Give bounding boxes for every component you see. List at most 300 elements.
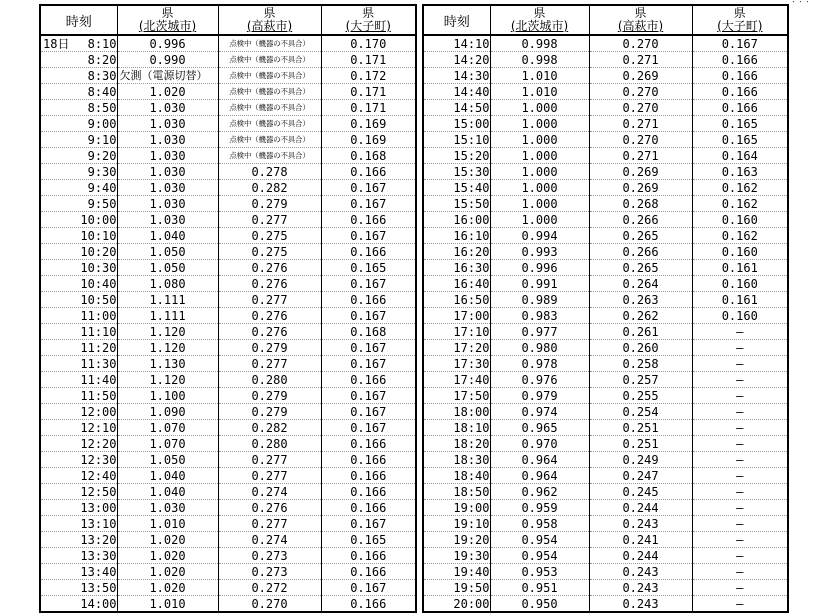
value-kitaibaraki: 1.040 bbox=[117, 468, 218, 484]
value-takahagi: 0.263 bbox=[589, 292, 692, 308]
value-takahagi: 0.276 bbox=[218, 324, 321, 340]
value-daigo: 0.165 bbox=[321, 532, 416, 548]
value-takahagi: 0.274 bbox=[218, 532, 321, 548]
time-cell: 19:50 bbox=[423, 580, 490, 596]
day-label: 18日 bbox=[43, 36, 70, 51]
time-label: 13:40 bbox=[80, 564, 117, 579]
table-row bbox=[40, 260, 788, 276]
value-kitaibaraki: 1.000 bbox=[490, 100, 589, 116]
value-kitaibaraki: 1.090 bbox=[117, 404, 218, 420]
table-row bbox=[40, 516, 788, 532]
column-gap bbox=[416, 564, 423, 580]
time-cell bbox=[40, 308, 117, 324]
time-label: 8:40 bbox=[87, 84, 117, 99]
time-label: 13:10 bbox=[80, 516, 117, 531]
value-takahagi: 0.276 bbox=[218, 308, 321, 324]
column-gap bbox=[416, 180, 423, 196]
time-cell: 14:30 bbox=[423, 68, 490, 84]
value-kitaibaraki: 1.070 bbox=[117, 420, 218, 436]
column-gap bbox=[416, 164, 423, 180]
value-daigo: 0.168 bbox=[321, 324, 416, 340]
header-station-takahagi-left bbox=[218, 5, 321, 35]
time-label: 13:20 bbox=[80, 532, 117, 547]
value-takahagi: 0.265 bbox=[589, 228, 692, 244]
column-gap bbox=[416, 596, 423, 613]
column-gap bbox=[416, 212, 423, 228]
column-gap bbox=[416, 84, 423, 100]
value-kitaibaraki: 1.030 bbox=[117, 212, 218, 228]
header-station-kitaibaraki-left bbox=[117, 5, 218, 35]
value-kitaibaraki: 0.950 bbox=[490, 596, 589, 613]
time-label: 12:30 bbox=[80, 452, 117, 467]
time-cell: 17:40 bbox=[423, 372, 490, 388]
value-kitaibaraki: 1.020 bbox=[117, 548, 218, 564]
value-kitaibaraki: 0.953 bbox=[490, 564, 589, 580]
value-daigo: ― bbox=[692, 564, 788, 580]
time-cell: 17:10 bbox=[423, 324, 490, 340]
value-kitaibaraki: 1.020 bbox=[117, 580, 218, 596]
column-gap bbox=[416, 100, 423, 116]
value-kitaibaraki: 0.979 bbox=[490, 388, 589, 404]
value-daigo: ― bbox=[692, 516, 788, 532]
time-cell: 14:50 bbox=[423, 100, 490, 116]
value-kitaibaraki: 1.070 bbox=[117, 436, 218, 452]
column-gap bbox=[416, 356, 423, 372]
value-daigo: 0.166 bbox=[321, 548, 416, 564]
value-takahagi: 0.271 bbox=[589, 116, 692, 132]
header-station-name: (高萩市) bbox=[246, 19, 293, 33]
value-daigo: 0.167 bbox=[321, 228, 416, 244]
value-daigo: 0.167 bbox=[321, 580, 416, 596]
value-daigo: 0.166 bbox=[321, 244, 416, 260]
value-takahagi: 0.282 bbox=[218, 180, 321, 196]
time-label: 10:20 bbox=[80, 244, 117, 259]
time-cell bbox=[40, 324, 117, 340]
time-cell: 19:40 bbox=[423, 564, 490, 580]
table-row bbox=[40, 132, 788, 148]
time-cell bbox=[40, 164, 117, 180]
value-kitaibaraki: 1.111 bbox=[117, 292, 218, 308]
value-takahagi: 0.243 bbox=[589, 564, 692, 580]
value-kitaibaraki: 1.000 bbox=[490, 196, 589, 212]
column-gap bbox=[416, 292, 423, 308]
value-daigo: 0.169 bbox=[321, 116, 416, 132]
value-takahagi: 0.275 bbox=[218, 228, 321, 244]
table-row bbox=[40, 308, 788, 324]
value-kitaibaraki: 0.976 bbox=[490, 372, 589, 388]
column-gap bbox=[416, 52, 423, 68]
value-takahagi: 0.280 bbox=[218, 436, 321, 452]
time-label: 10:50 bbox=[80, 292, 117, 307]
value-daigo: 0.162 bbox=[692, 196, 788, 212]
value-kitaibaraki: 0.970 bbox=[490, 436, 589, 452]
time-cell bbox=[40, 292, 117, 308]
value-daigo: 0.167 bbox=[321, 308, 416, 324]
time-label: 12:20 bbox=[80, 436, 117, 451]
time-cell: 15:30 bbox=[423, 164, 490, 180]
value-daigo: 0.166 bbox=[321, 212, 416, 228]
header-time-right: 時刻 bbox=[423, 5, 490, 35]
value-daigo: 0.165 bbox=[692, 132, 788, 148]
time-cell bbox=[40, 404, 117, 420]
value-daigo: 0.166 bbox=[321, 468, 416, 484]
table-row bbox=[40, 532, 788, 548]
value-takahagi: 点検中（機器の不具合） bbox=[218, 52, 321, 68]
time-label: 12:50 bbox=[80, 484, 117, 499]
value-daigo: 0.167 bbox=[321, 388, 416, 404]
value-daigo: 0.160 bbox=[692, 276, 788, 292]
time-cell bbox=[40, 228, 117, 244]
header-station-name: (北茨城市) bbox=[510, 19, 569, 33]
value-daigo: 0.161 bbox=[692, 260, 788, 276]
time-cell: 18:40 bbox=[423, 468, 490, 484]
time-label: 9:10 bbox=[87, 132, 117, 147]
time-cell: 17:50 bbox=[423, 388, 490, 404]
value-daigo: 0.170 bbox=[321, 35, 416, 52]
value-takahagi: 0.282 bbox=[218, 420, 321, 436]
time-cell: 16:40 bbox=[423, 276, 490, 292]
table-row bbox=[40, 35, 788, 52]
value-takahagi: 0.266 bbox=[589, 244, 692, 260]
value-takahagi: 0.254 bbox=[589, 404, 692, 420]
time-cell bbox=[40, 52, 117, 68]
time-cell: 19:00 bbox=[423, 500, 490, 516]
header-time-left: 時刻 bbox=[40, 5, 117, 35]
value-takahagi: 0.243 bbox=[589, 516, 692, 532]
value-daigo: 0.166 bbox=[321, 596, 416, 613]
value-daigo: ― bbox=[692, 532, 788, 548]
time-cell bbox=[40, 356, 117, 372]
value-kitaibaraki: 1.000 bbox=[490, 164, 589, 180]
table-row bbox=[40, 292, 788, 308]
value-takahagi: 0.277 bbox=[218, 292, 321, 308]
value-takahagi: 0.245 bbox=[589, 484, 692, 500]
value-takahagi: 0.273 bbox=[218, 548, 321, 564]
time-label: 11:50 bbox=[80, 388, 117, 403]
value-takahagi: 0.274 bbox=[218, 484, 321, 500]
value-kitaibaraki: 1.030 bbox=[117, 500, 218, 516]
value-kitaibaraki: 0.994 bbox=[490, 228, 589, 244]
column-gap bbox=[416, 388, 423, 404]
time-cell bbox=[40, 420, 117, 436]
time-label: 11:10 bbox=[80, 324, 117, 339]
value-daigo: 0.160 bbox=[692, 244, 788, 260]
value-takahagi: 0.272 bbox=[218, 580, 321, 596]
value-kitaibaraki: 0.980 bbox=[490, 340, 589, 356]
value-takahagi: 点検中（機器の不具合） bbox=[218, 148, 321, 164]
value-daigo: 0.165 bbox=[321, 260, 416, 276]
time-cell bbox=[40, 132, 117, 148]
table-row bbox=[40, 276, 788, 292]
value-kitaibaraki: 0.996 bbox=[490, 260, 589, 276]
value-daigo: 0.166 bbox=[321, 372, 416, 388]
value-takahagi: 0.243 bbox=[589, 596, 692, 613]
value-takahagi: 点検中（機器の不具合） bbox=[218, 35, 321, 52]
value-takahagi: 点検中（機器の不具合） bbox=[218, 132, 321, 148]
time-cell bbox=[40, 180, 117, 196]
value-takahagi: 0.270 bbox=[589, 84, 692, 100]
value-takahagi: 0.269 bbox=[589, 68, 692, 84]
value-takahagi: 0.243 bbox=[589, 580, 692, 596]
time-cell: 19:30 bbox=[423, 548, 490, 564]
column-gap bbox=[416, 308, 423, 324]
time-cell bbox=[40, 452, 117, 468]
time-label: 9:50 bbox=[87, 196, 117, 211]
value-daigo: 0.167 bbox=[321, 420, 416, 436]
time-cell bbox=[40, 596, 117, 613]
value-takahagi: 0.279 bbox=[218, 196, 321, 212]
value-kitaibaraki: 0.958 bbox=[490, 516, 589, 532]
table-row bbox=[40, 388, 788, 404]
value-takahagi: 0.280 bbox=[218, 372, 321, 388]
table-row bbox=[40, 548, 788, 564]
value-daigo: 0.167 bbox=[321, 276, 416, 292]
column-gap bbox=[416, 244, 423, 260]
table-row bbox=[40, 484, 788, 500]
time-cell: 19:10 bbox=[423, 516, 490, 532]
value-daigo: ― bbox=[692, 468, 788, 484]
value-daigo: 0.165 bbox=[692, 116, 788, 132]
value-daigo: 0.168 bbox=[321, 148, 416, 164]
time-cell: 18:20 bbox=[423, 436, 490, 452]
time-label: 10:40 bbox=[80, 276, 117, 291]
value-kitaibaraki: 0.998 bbox=[490, 52, 589, 68]
time-label: 9:20 bbox=[87, 148, 117, 163]
table-row bbox=[40, 212, 788, 228]
time-label: 11:40 bbox=[80, 372, 117, 387]
value-takahagi: 0.241 bbox=[589, 532, 692, 548]
value-takahagi: 0.251 bbox=[589, 436, 692, 452]
value-takahagi: 0.269 bbox=[589, 164, 692, 180]
time-cell bbox=[40, 548, 117, 564]
column-gap bbox=[416, 500, 423, 516]
column-gap bbox=[416, 260, 423, 276]
time-label: 11:30 bbox=[80, 356, 117, 371]
value-daigo: 0.167 bbox=[321, 180, 416, 196]
value-kitaibaraki: 1.030 bbox=[117, 132, 218, 148]
header-station-name: (北茨城市) bbox=[138, 19, 197, 33]
table-row bbox=[40, 468, 788, 484]
value-kitaibaraki: 1.000 bbox=[490, 132, 589, 148]
value-daigo: 0.162 bbox=[692, 228, 788, 244]
time-cell bbox=[40, 484, 117, 500]
header-ken: 県 bbox=[634, 6, 647, 20]
table-row bbox=[40, 420, 788, 436]
value-kitaibaraki: 1.020 bbox=[117, 564, 218, 580]
value-takahagi: 点検中（機器の不具合） bbox=[218, 68, 321, 84]
value-kitaibaraki: 0.990 bbox=[117, 52, 218, 68]
header-station-daigo-right bbox=[692, 5, 788, 35]
value-kitaibaraki: 0.996 bbox=[117, 35, 218, 52]
time-cell bbox=[40, 196, 117, 212]
time-cell bbox=[40, 516, 117, 532]
value-daigo: ― bbox=[692, 580, 788, 596]
time-cell: 16:10 bbox=[423, 228, 490, 244]
header-station-name: (大子町) bbox=[345, 19, 391, 33]
time-cell bbox=[40, 500, 117, 516]
value-daigo: 0.166 bbox=[321, 452, 416, 468]
value-daigo: ― bbox=[692, 324, 788, 340]
value-kitaibaraki: 1.030 bbox=[117, 196, 218, 212]
value-takahagi: 0.277 bbox=[218, 452, 321, 468]
header-station-kitaibaraki-right bbox=[490, 5, 589, 35]
time-label: 8:20 bbox=[87, 52, 117, 67]
column-gap bbox=[416, 484, 423, 500]
time-cell: 20:00 bbox=[423, 596, 490, 613]
header-ken: 県 bbox=[533, 6, 546, 20]
value-kitaibaraki: 1.010 bbox=[490, 68, 589, 84]
value-kitaibaraki: 1.040 bbox=[117, 228, 218, 244]
value-daigo: 0.166 bbox=[321, 292, 416, 308]
value-takahagi: 0.277 bbox=[218, 516, 321, 532]
value-takahagi: 0.279 bbox=[218, 340, 321, 356]
time-cell bbox=[40, 100, 117, 116]
value-takahagi: 0.264 bbox=[589, 276, 692, 292]
value-daigo: ― bbox=[692, 500, 788, 516]
table-row bbox=[40, 356, 788, 372]
value-takahagi: 0.255 bbox=[589, 388, 692, 404]
time-cell: 19:20 bbox=[423, 532, 490, 548]
table-row bbox=[40, 436, 788, 452]
value-takahagi: 0.258 bbox=[589, 356, 692, 372]
table-row bbox=[40, 148, 788, 164]
value-kitaibaraki: 0.983 bbox=[490, 308, 589, 324]
column-gap bbox=[416, 35, 423, 52]
time-cell bbox=[40, 35, 117, 52]
value-daigo: 0.167 bbox=[321, 356, 416, 372]
value-takahagi: 点検中（機器の不具合） bbox=[218, 84, 321, 100]
time-cell bbox=[40, 468, 117, 484]
time-cell: 18:00 bbox=[423, 404, 490, 420]
value-takahagi: 0.277 bbox=[218, 468, 321, 484]
header-ken: 県 bbox=[362, 6, 375, 20]
time-cell bbox=[40, 372, 117, 388]
value-takahagi: 0.251 bbox=[589, 420, 692, 436]
time-cell: 15:50 bbox=[423, 196, 490, 212]
time-cell bbox=[40, 68, 117, 84]
time-cell bbox=[40, 436, 117, 452]
table-row bbox=[40, 324, 788, 340]
time-cell: 18:10 bbox=[423, 420, 490, 436]
time-label: 12:40 bbox=[80, 468, 117, 483]
value-kitaibaraki: 1.030 bbox=[117, 180, 218, 196]
header-station-name: (高萩市) bbox=[617, 19, 664, 33]
table-row bbox=[40, 372, 788, 388]
value-kitaibaraki: 1.030 bbox=[117, 164, 218, 180]
value-takahagi: 0.270 bbox=[218, 596, 321, 613]
value-takahagi: 0.273 bbox=[218, 564, 321, 580]
time-cell: 17:20 bbox=[423, 340, 490, 356]
time-cell: 17:00 bbox=[423, 308, 490, 324]
value-kitaibaraki: 0.959 bbox=[490, 500, 589, 516]
value-takahagi: 0.277 bbox=[218, 356, 321, 372]
corner-note: ・・・ bbox=[790, 0, 811, 6]
value-kitaibaraki: 1.120 bbox=[117, 340, 218, 356]
column-gap bbox=[416, 420, 423, 436]
value-daigo: 0.171 bbox=[321, 52, 416, 68]
measurement-table bbox=[39, 4, 789, 613]
value-daigo: ― bbox=[692, 420, 788, 436]
time-label: 9:00 bbox=[87, 116, 117, 131]
value-kitaibaraki: 1.050 bbox=[117, 260, 218, 276]
value-takahagi: 0.262 bbox=[589, 308, 692, 324]
time-cell: 14:10 bbox=[423, 35, 490, 52]
value-takahagi: 0.270 bbox=[589, 132, 692, 148]
value-daigo: ― bbox=[692, 404, 788, 420]
value-takahagi: 0.249 bbox=[589, 452, 692, 468]
value-takahagi: 0.276 bbox=[218, 260, 321, 276]
value-kitaibaraki: 1.120 bbox=[117, 372, 218, 388]
value-kitaibaraki: 1.050 bbox=[117, 244, 218, 260]
value-takahagi: 0.270 bbox=[589, 100, 692, 116]
value-daigo: 0.167 bbox=[321, 404, 416, 420]
time-cell: 15:20 bbox=[423, 148, 490, 164]
value-daigo: 0.166 bbox=[321, 564, 416, 580]
column-gap bbox=[416, 532, 423, 548]
value-kitaibaraki: 1.030 bbox=[117, 116, 218, 132]
time-cell: 16:00 bbox=[423, 212, 490, 228]
column-gap bbox=[416, 5, 423, 35]
value-kitaibaraki: 0.964 bbox=[490, 452, 589, 468]
value-kitaibaraki: 1.080 bbox=[117, 276, 218, 292]
time-cell bbox=[40, 340, 117, 356]
value-kitaibaraki: 1.030 bbox=[117, 148, 218, 164]
time-cell bbox=[40, 148, 117, 164]
value-takahagi: 0.277 bbox=[218, 212, 321, 228]
time-cell: 16:50 bbox=[423, 292, 490, 308]
column-gap bbox=[416, 516, 423, 532]
column-gap bbox=[416, 68, 423, 84]
header-ken: 県 bbox=[263, 6, 276, 20]
value-daigo: 0.167 bbox=[321, 516, 416, 532]
table-row bbox=[40, 84, 788, 100]
value-takahagi: 点検中（機器の不具合） bbox=[218, 116, 321, 132]
time-cell: 16:30 bbox=[423, 260, 490, 276]
time-label: 10:10 bbox=[80, 228, 117, 243]
time-label: 8:50 bbox=[87, 100, 117, 115]
value-kitaibaraki: 0.977 bbox=[490, 324, 589, 340]
header-ken: 県 bbox=[161, 6, 174, 20]
table-row bbox=[40, 452, 788, 468]
column-gap bbox=[416, 324, 423, 340]
value-kitaibaraki: 1.040 bbox=[117, 484, 218, 500]
value-daigo: 0.160 bbox=[692, 212, 788, 228]
value-takahagi: 0.279 bbox=[218, 404, 321, 420]
value-kitaibaraki: 1.010 bbox=[117, 516, 218, 532]
column-gap bbox=[416, 196, 423, 212]
value-kitaibaraki: 0.974 bbox=[490, 404, 589, 420]
value-kitaibaraki: 0.965 bbox=[490, 420, 589, 436]
value-daigo: 0.162 bbox=[692, 180, 788, 196]
value-daigo: 0.160 bbox=[692, 308, 788, 324]
time-cell: 16:20 bbox=[423, 244, 490, 260]
value-kitaibaraki: 1.000 bbox=[490, 212, 589, 228]
column-gap bbox=[416, 132, 423, 148]
value-takahagi: 0.278 bbox=[218, 164, 321, 180]
column-gap bbox=[416, 372, 423, 388]
value-daigo: 0.163 bbox=[692, 164, 788, 180]
value-kitaibaraki: 1.130 bbox=[117, 356, 218, 372]
header-station-daigo-left bbox=[321, 5, 416, 35]
time-label: 9:30 bbox=[87, 164, 117, 179]
time-cell: 14:40 bbox=[423, 84, 490, 100]
table-row bbox=[40, 404, 788, 420]
table-row bbox=[40, 244, 788, 260]
time-cell bbox=[40, 84, 117, 100]
value-daigo: 0.167 bbox=[692, 35, 788, 52]
value-daigo: 0.171 bbox=[321, 100, 416, 116]
value-daigo: ― bbox=[692, 548, 788, 564]
